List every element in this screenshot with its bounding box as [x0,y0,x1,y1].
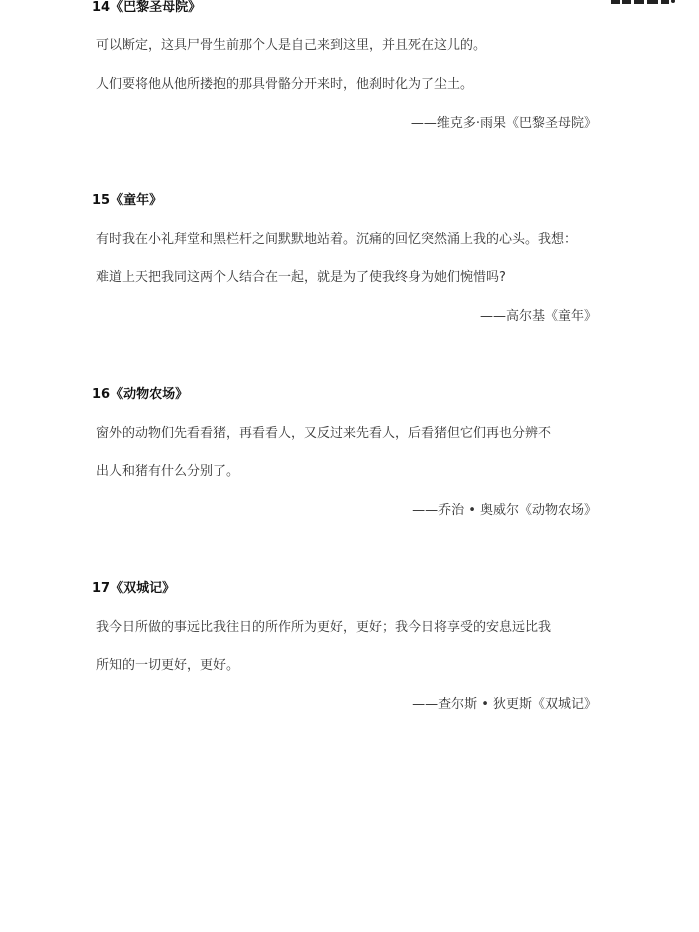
quote-line: 人们要将他从他所搂抱的那具骨骼分开来时，他刹时化为了尘土。 [96,77,474,92]
quote-line: 出人和猪有什么分别了。 [96,464,240,479]
entry-title: 17《双城记》 [92,581,176,596]
quote-line: 我今日所做的事远比我往日的所作所为更好，更好；我今日将享受的安息远比我 [96,620,552,635]
quote-line: 难道上天把我同这两个人结合在一起，就是为了使我终身为她们惋惜吗? [96,270,506,285]
attribution: ——高尔基《童年》 [479,309,597,324]
quote-line: 有时我在小礼拜堂和黑栏杆之间默默地站着。沉痛的回忆突然涌上我的心头。我想： [96,232,578,247]
entry-title: 15《童年》 [92,193,163,208]
quote-line: 窗外的动物们先看看猪，再看看人，又反过来先看人，后看猪但它们再也分辨不 [96,426,552,441]
attribution: ——乔治 • 奥威尔《动物农场》 [412,503,597,518]
attribution: ——维克多·雨果《巴黎圣母院》 [410,116,597,131]
attribution: ——查尔斯 • 狄更斯《双城记》 [412,697,597,712]
watermark-logo [609,0,699,6]
quote-line: 所知的一切更好，更好。 [96,658,240,673]
entry-title: 14《巴黎圣母院》 [92,0,202,15]
quote-line: 可以断定，这具尸骨生前那个人是自己来到这里，并且死在这儿的。 [96,38,487,53]
entry-title: 16《动物农场》 [92,387,189,402]
